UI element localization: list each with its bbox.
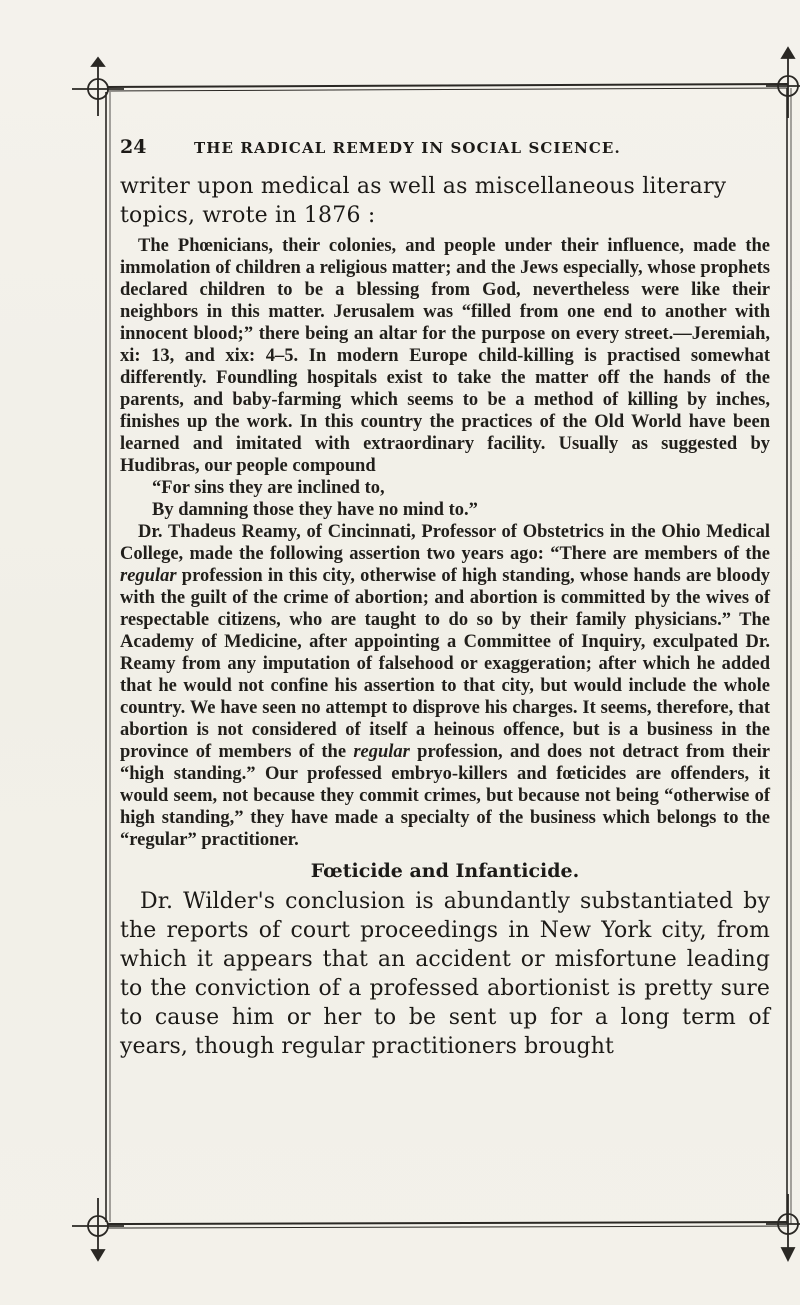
page-content [120, 128, 770, 1061]
quoted-paragraph-1: The Phœnicians, their colonies, and people under their influence, made the immolation of children a religious matter; and the Jews especially, whose prophets declared children to be a blessing from God, nevertheless were like their neighbors in this matter. Jerusalem was “filled from one end to another with innocent blood;” there being an altar for the purpose on every street.—Jeremiah, xi: 13, and xix: 4–5. In modern Europe child-killing is practised somewhat differently. Foundling hospitals exist to take the matter off the hands of the parents, and baby-farming which seems to be a method of killing by inches, finishes up the work. In this country the practices of the Old World have been learned and imitated with extraordinary facility. Usually as suggested by Hudibras, our people compound [120, 236, 770, 476]
intro-paragraph: writer upon medical as well as miscellaneous literary topics, wrote in 1876 : [120, 174, 727, 228]
verse-line-1: “For sins they are inclined to, [152, 478, 385, 498]
paragraph-2-part-3: profession, and does not detract from their “high standing.” Our professed embryo-killers and fœticides are offenders, it would seem, not because they commit crimes, but because not being “otherwise of high standing,” they have made a specialty of the business which belongs to the “regular” practitioner. [120, 742, 771, 850]
verse-line-2: By damning those they have no mind to.” [152, 500, 478, 520]
closing-paragraph: Dr. Wilder's conclusion is abundantly substantiated by the reports of court proceedings in New York city, from which it appears that an accident or misfortune leading to the conviction of a professed abortionist is pretty sure to cause him or her to be sent up for a long term of years, though regular practitioners brought [120, 889, 770, 1059]
section-heading: Fœticide and Infanticide. [310, 860, 580, 882]
paragraph-2-part-1: Dr. Thadeus Reamy, of Cincinnati, Professor of Obstetrics in the Ohio Medical College, made the following assertion two years ago: “There are members of the [120, 522, 770, 564]
paragraph-2-part-2: profession in this city, otherwise of high standing, whose hands are bloody with the guilt of the crime of abortion; and abortion is committed by the wives of respectable citizens, who are taught to do so by their family physicians.” The Academy of Medicine, after appointing a Committee of Inquiry, exculpated Dr. Reamy from any imputation of falsehood or exaggeration; after which he added that he would not confine his assertion to that city, but would include the whole country. We have seen no attempt to disprove his charges. It seems, therefore, that abortion is not considered of itself a heinous offence, but is a business in the province of members of the [120, 566, 770, 762]
running-head-title: THE RADICAL REMEDY IN SOCIAL SCIENCE. [194, 139, 621, 157]
quoted-paragraph-2 [120, 521, 770, 851]
page-number: 24 [120, 136, 147, 158]
emphasis-regular-2: regular [353, 742, 410, 762]
running-head [120, 136, 770, 158]
emphasis-regular-1: regular [120, 566, 177, 586]
